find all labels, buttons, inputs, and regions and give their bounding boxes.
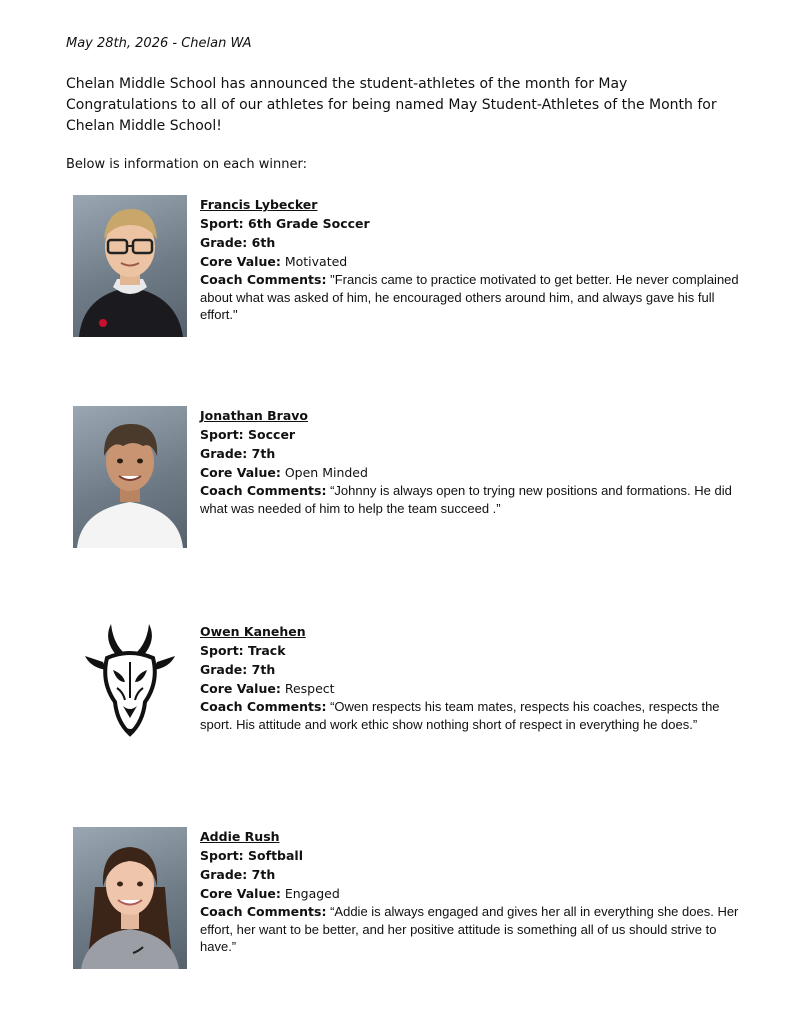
winner-info bbox=[200, 195, 740, 324]
winner-coach-comments: Coach Comments: “Addie is always engaged and gives her all in everything she does. Her effort, her want to be better, and her positive attitude is something all of us should strive to have.” bbox=[200, 904, 739, 954]
winner-name: Jonathan Bravo bbox=[200, 408, 308, 423]
winner-core-value: Core Value: Respect bbox=[200, 681, 335, 696]
winner-entry bbox=[73, 622, 753, 772]
winner-name: Owen Kanehen bbox=[200, 624, 306, 639]
winner-coach-comments: Coach Comments: “Owen respects his team mates, respects his coaches, respects the sport. His attitude and work ethic show nothing short of respect in everything he does.” bbox=[200, 699, 720, 732]
winner-coach-comments: Coach Comments: “Johnny is always open to trying new positions and formations. He did what was needed of him to help the team succeed .” bbox=[200, 483, 732, 516]
winner-sport: Sport: 6th Grade Soccer bbox=[200, 216, 370, 231]
winner-entry bbox=[73, 827, 753, 977]
student-photo bbox=[73, 827, 187, 969]
winner-core-value: Core Value: Engaged bbox=[200, 886, 340, 901]
winner-name: Francis Lybecker bbox=[200, 197, 318, 212]
winner-sport: Sport: Softball bbox=[200, 848, 304, 863]
winner-entry bbox=[73, 406, 753, 556]
below-text: Below is information on each winner: bbox=[66, 157, 307, 172]
student-photo bbox=[73, 195, 187, 337]
winner-info bbox=[200, 406, 740, 517]
winner-info bbox=[200, 622, 740, 733]
winner-entry bbox=[73, 195, 753, 345]
goat-logo-image bbox=[73, 622, 187, 764]
winner-core-value: Core Value: Open Minded bbox=[200, 465, 368, 480]
winner-name: Addie Rush bbox=[200, 829, 280, 844]
dateline: May 28th, 2026 - Chelan WA bbox=[66, 36, 252, 51]
winner-core-value: Core Value: Motivated bbox=[200, 254, 348, 269]
winner-sport: Sport: Soccer bbox=[200, 427, 296, 442]
winner-sport: Sport: Track bbox=[200, 643, 286, 658]
intro-line-1: Chelan Middle School has announced the student-athletes of the month for May bbox=[66, 76, 628, 92]
winner-grade: Grade: 6th bbox=[200, 235, 276, 250]
intro-line-2: Congratulations to all of our athletes for being named May Student-Athletes of the Month for Chelan Middle School! bbox=[66, 97, 717, 134]
winner-info bbox=[200, 827, 740, 956]
student-photo bbox=[73, 406, 187, 548]
winner-grade: Grade: 7th bbox=[200, 867, 276, 882]
winner-grade: Grade: 7th bbox=[200, 662, 276, 677]
intro-paragraph bbox=[66, 74, 746, 137]
winner-coach-comments: Coach Comments: "Francis came to practice motivated to get better. He never complained about what was asked of him, he encouraged others around him, and always gave his full effort." bbox=[200, 272, 739, 322]
winner-grade: Grade: 7th bbox=[200, 446, 276, 461]
